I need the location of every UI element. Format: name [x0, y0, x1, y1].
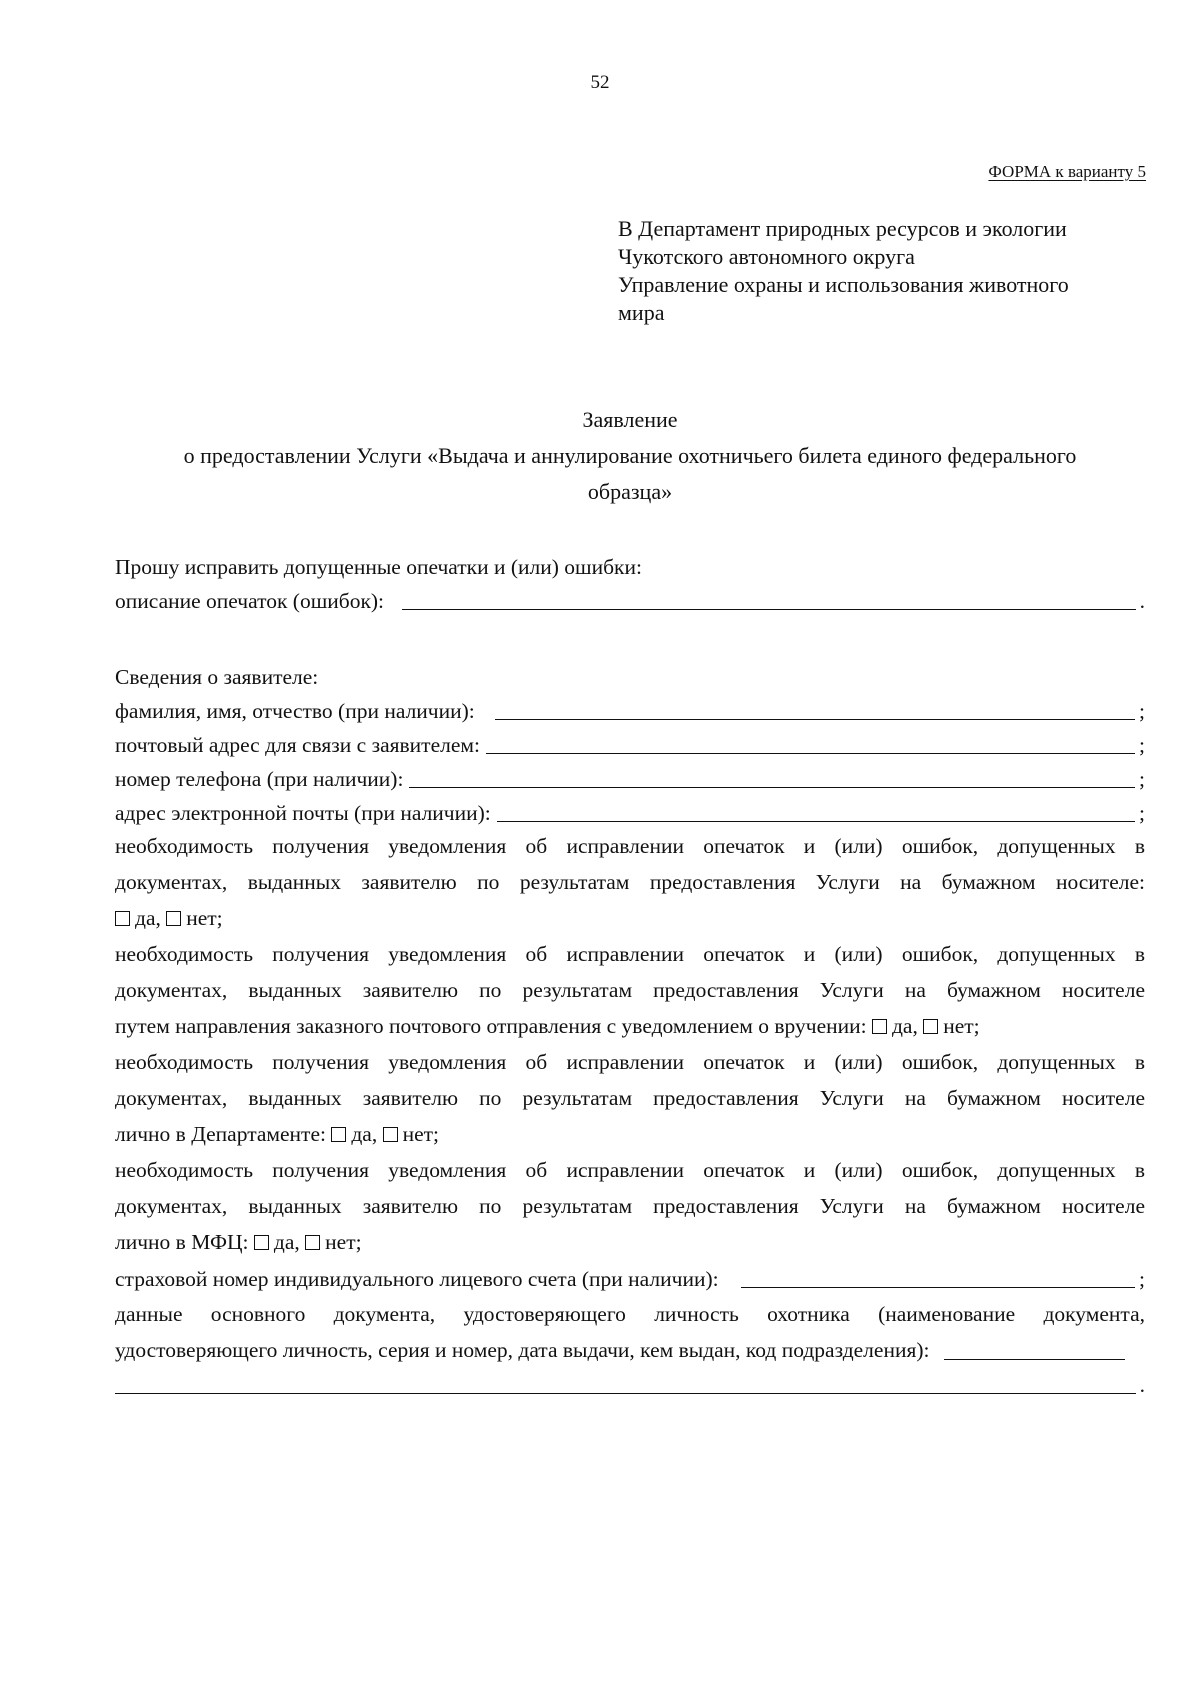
notification-text: необходимость получения уведомления об исправлении опечаток и (или) ошибок, допущенных в [115, 1158, 1145, 1182]
no-label: нет; [943, 1014, 980, 1038]
snils-field[interactable] [741, 1286, 1135, 1288]
field-terminator: ; [1139, 801, 1145, 825]
notification-text: документах, выданных заявителю по результатам предоставления Услуги на бумажном носителе: [115, 870, 1145, 894]
postal-address-label: почтовый адрес для связи с заявителем: [115, 733, 480, 757]
notification-text: документах, выданных заявителю по результатам предоставления Услуги на бумажном носителе [115, 978, 1145, 1002]
full-name-row [115, 694, 1145, 728]
notification-department-option [115, 1044, 1145, 1152]
phone-field[interactable] [409, 786, 1135, 788]
addressee-line: Управление охраны и использования животного [618, 272, 1069, 297]
notification-mail-option [115, 936, 1145, 1044]
addressee-line: Чукотского автономного округа [618, 244, 915, 269]
identity-document-field[interactable] [115, 1392, 1136, 1394]
no-label: нет; [325, 1230, 362, 1254]
field-terminator: . [1139, 1373, 1145, 1397]
identity-document-text: данные основного документа, удостоверяющего личность охотника (наименование документа, [115, 1302, 1145, 1326]
document-title [115, 402, 1145, 510]
notification-text: необходимость получения уведомления об исправлении опечаток и (или) ошибок, допущенных в [115, 834, 1145, 858]
yes-checkbox[interactable] [872, 1019, 887, 1034]
email-label: адрес электронной почты (при наличии): [115, 801, 491, 825]
addressee-block [618, 215, 1158, 327]
notification-text: путем направления заказного почтового отправления с уведомлением о вручении: [115, 1014, 867, 1038]
notification-text: документах, выданных заявителю по результатам предоставления Услуги на бумажном носителе [115, 1086, 1145, 1110]
notification-paper-option [115, 828, 1145, 936]
form-variant-label: ФОРМА к варианту 5 [988, 162, 1146, 181]
notification-choices [115, 1224, 1145, 1260]
identity-document-field-start[interactable] [944, 1358, 1126, 1360]
notification-text: лично в Департаменте: [115, 1122, 326, 1146]
correction-description-label: описание опечаток (ошибок): [115, 589, 385, 613]
identity-document-line [115, 1368, 1145, 1402]
email-row [115, 796, 1145, 830]
yes-label: да, [351, 1122, 378, 1146]
no-checkbox[interactable] [383, 1127, 398, 1142]
yes-label: да, [273, 1230, 300, 1254]
yes-checkbox[interactable] [331, 1127, 346, 1142]
field-terminator: ; [1139, 767, 1145, 791]
identity-document-section [115, 1296, 1145, 1368]
field-terminator: ; [1139, 699, 1145, 723]
email-field[interactable] [497, 820, 1135, 822]
no-label: нет; [402, 1122, 439, 1146]
yes-label: да, [135, 906, 161, 930]
no-checkbox[interactable] [305, 1235, 320, 1250]
notification-choices [115, 1116, 1145, 1152]
applicant-heading: Сведения о заявителе: [115, 665, 319, 689]
postal-address-row [115, 728, 1145, 762]
notification-text: лично в МФЦ: [115, 1230, 249, 1254]
identity-document-row [115, 1332, 1145, 1368]
snils-row [115, 1262, 1145, 1296]
notification-choices [115, 1008, 1145, 1044]
full-name-field[interactable] [495, 718, 1135, 720]
phone-label: номер телефона (при наличии): [115, 767, 404, 791]
identity-document-text: удостоверяющего личность, серия и номер, дата выдачи, кем выдан, код подразделения): [115, 1338, 930, 1362]
correction-description-field[interactable] [402, 608, 1136, 610]
postal-address-field[interactable] [486, 752, 1135, 754]
page-number: 52 [590, 72, 610, 93]
no-checkbox[interactable] [166, 911, 181, 926]
field-terminator: . [1139, 589, 1145, 613]
addressee-line: В Департамент природных ресурсов и экологии [618, 216, 1067, 241]
yes-checkbox[interactable] [254, 1235, 269, 1250]
notification-text: необходимость получения уведомления об исправлении опечаток и (или) ошибок, допущенных в [115, 942, 1145, 966]
field-terminator: ; [1139, 733, 1145, 757]
phone-row [115, 762, 1145, 796]
title-heading: Заявление [582, 407, 678, 432]
addressee-line: мира [618, 300, 665, 325]
no-label: нет; [186, 906, 223, 930]
title-subject-end: образца» [587, 479, 673, 504]
correction-description-row [115, 584, 1145, 618]
notification-text: документах, выданных заявителю по результатам предоставления Услуги на бумажном носителе [115, 1194, 1145, 1218]
notification-mfc-option [115, 1152, 1145, 1260]
yes-label: да, [891, 1014, 918, 1038]
full-name-label: фамилия, имя, отчество (при наличии): [115, 699, 475, 723]
notification-text: необходимость получения уведомления об исправлении опечаток и (или) ошибок, допущенных в [115, 1050, 1145, 1074]
notification-choices [115, 900, 1145, 936]
snils-label: страховой номер индивидуального лицевого счета (при наличии): [115, 1267, 719, 1291]
yes-checkbox[interactable] [115, 911, 130, 926]
correction-request-text: Прошу исправить допущенные опечатки и (или) ошибки: [115, 555, 642, 579]
field-terminator: ; [1139, 1267, 1145, 1291]
title-subject: о предоставлении Услуги «Выдача и аннулирование охотничьего билета единого федерального [183, 443, 1077, 468]
no-checkbox[interactable] [923, 1019, 938, 1034]
